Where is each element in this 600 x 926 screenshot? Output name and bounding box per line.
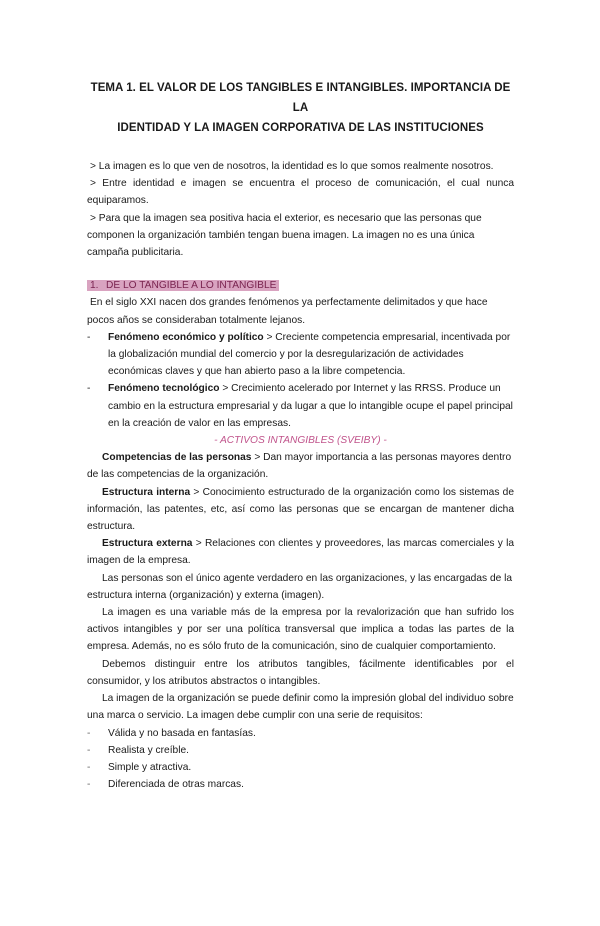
body-paragraph: Debemos distinguir entre los atributos tangibles, fácilmente identificables por el consumidor, y los atributos abstractos o intangibles. bbox=[87, 658, 514, 687]
requirements-list bbox=[87, 725, 514, 794]
subheading: - ACTIVOS INTANGIBLES (SVEIBY) - bbox=[214, 435, 387, 447]
list-item-term: Fenómeno económico y político bbox=[108, 331, 264, 343]
requirement-item bbox=[87, 742, 514, 759]
page-title bbox=[87, 78, 514, 138]
list-item-text: > Creciente competencia empresarial, incentivada por la globalización mundial del comercio y por la desregularización de actividades económicas claves y que han abierto paso a la libre competencia. bbox=[108, 331, 511, 378]
asset-text: > Relaciones con clientes y proveedores, las marcas comerciales y la imagen de la empresa. bbox=[87, 538, 514, 567]
requirement-text: Diferenciada de otras marcas. bbox=[108, 779, 244, 791]
requirement-text: Simple y atractiva. bbox=[108, 761, 192, 773]
body-paragraph: La imagen de la organización se puede definir como la impresión global del individuo sobre una marca o servicio. La imagen debe cumplir con una serie de requisitos: bbox=[87, 693, 514, 722]
body-paragraph: La imagen es una variable más de la empresa por la revalorización que han sufrido los activos intangibles y por ser una política transversal que implica a todas las partes de la empresa. Además, no es sólo fruto de la comunicación, sino de cualquier comportamiento. bbox=[87, 607, 514, 653]
section-heading-highlight bbox=[87, 280, 279, 291]
body-paragraph: Las personas son el único agente verdadero en las organizaciones, y las encargadas de la estructura interna (organización) y externa (imagen). bbox=[87, 572, 513, 601]
document-page bbox=[0, 78, 600, 926]
intro-line: > La imagen es lo que ven de nosotros, la identidad es lo que somos realmente nosotros. bbox=[90, 161, 494, 172]
phenomena-list bbox=[87, 329, 514, 432]
asset-text: > Dan mayor importancia a las personas mayores dentro de las competencias de la organización. bbox=[87, 452, 512, 481]
section-heading bbox=[87, 277, 514, 294]
requirement-item bbox=[87, 759, 514, 776]
asset-text: > Conocimiento estructurado de la organización como los sistemas de información, las patentes, etc, así como las personas que se encargan de mantener dicha estructura. bbox=[87, 486, 514, 533]
asset-term: Competencias de las personas bbox=[102, 452, 252, 464]
asset-paragraph bbox=[87, 449, 514, 483]
requirement-text: Válida y no basada en fantasías. bbox=[108, 727, 256, 739]
list-item bbox=[87, 329, 514, 381]
asset-paragraph bbox=[87, 484, 514, 536]
list-item-term: Fenómeno tecnológico bbox=[108, 383, 220, 395]
requirement-item bbox=[87, 725, 514, 742]
asset-term: Estructura externa bbox=[102, 538, 193, 550]
list-dash: - bbox=[87, 331, 91, 343]
title-line-2: IDENTIDAD Y LA IMAGEN CORPORATIVA DE LAS INSTITUCIONES bbox=[117, 122, 484, 134]
intro-line: > Para que la imagen sea positiva hacia el exterior, es necesario que las personas que componen la organización también tengan buena imagen. La imagen no es una única campaña publicitaria. bbox=[87, 212, 482, 259]
list-dash: - bbox=[87, 383, 91, 395]
title-line-1: TEMA 1. EL VALOR DE LOS TANGIBLES E INTANGIBLES. IMPORTANCIA DE LA bbox=[90, 82, 511, 114]
section-paragraph: En el siglo XXI nacen dos grandes fenómenos ya perfectamente delimitados y que hace pocos años se consideraban totalmente lejanos. bbox=[87, 297, 488, 326]
asset-term: Estructura interna bbox=[102, 486, 191, 498]
requirement-text: Realista y creíble. bbox=[108, 744, 189, 756]
asset-paragraph bbox=[87, 535, 514, 569]
intro-line: > Entre identidad e imagen se encuentra el proceso de comunicación, el cual nunca equiparamos. bbox=[87, 178, 514, 207]
list-item-text: > Crecimiento acelerado por Internet y las RRSS. Produce un cambio en la estructura empresarial y da lugar a que lo intangible ocupe el papel principal en la creación de valor en las empresas. bbox=[108, 383, 513, 429]
list-item bbox=[87, 380, 514, 432]
intro-block bbox=[87, 158, 514, 261]
list-dash: - bbox=[87, 744, 91, 756]
list-dash: - bbox=[87, 779, 91, 791]
requirement-item bbox=[87, 776, 514, 793]
list-dash: - bbox=[87, 727, 91, 739]
section-heading-text: DE LO TANGIBLE A LO INTANGIBLE bbox=[106, 280, 277, 292]
list-dash: - bbox=[87, 761, 91, 773]
section-number: 1. bbox=[90, 280, 99, 292]
